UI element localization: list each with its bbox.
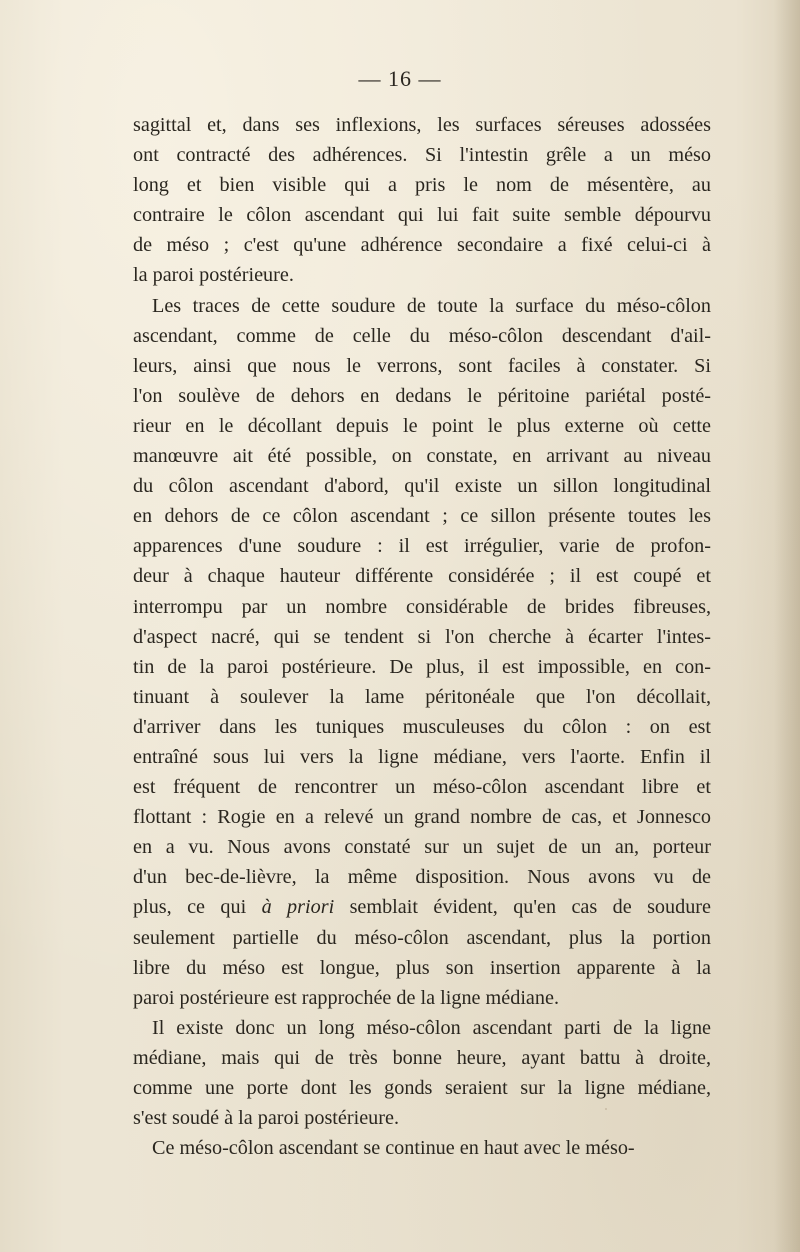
text-line: du côlon ascendant d'abord, qu'il existe un sillon longitudinal: [133, 475, 711, 498]
page-number: — 16 —: [358, 66, 442, 91]
text-line: rieur en le décollant depuis le point le plus externe où cette: [133, 414, 711, 437]
text-line: en dehors de ce côlon ascendant ; ce sillon présente toutes les: [133, 505, 711, 528]
text-line: est fréquent de rencontrer un méso-côlon ascendant libre et: [133, 776, 711, 799]
text-line: Ce méso-côlon ascendant se continue en haut avec le méso-: [152, 1137, 635, 1160]
text-line: tin de la paroi postérieure. De plus, il est impossible, en con-: [133, 655, 711, 678]
text-line: manœuvre ait été possible, on constate, en arrivant au niveau: [133, 445, 711, 468]
text-line: leurs, ainsi que nous le verrons, sont faciles à constater. Si: [133, 354, 711, 377]
text-line: apparences d'une soudure : il est irrégulier, varie de profon-: [133, 535, 711, 558]
text-line: long et bien visible qui a pris le nom de mésentère, au: [133, 174, 711, 197]
text-line: plus, ce qui à priori semblait évident, qu'en cas de soudure: [133, 896, 711, 919]
text-line: libre du méso est longue, plus son insertion apparente à la: [133, 956, 711, 979]
text-line: en a vu. Nous avons constaté sur un sujet de un an, porteur: [133, 836, 711, 859]
text-line: d'un bec-de-lièvre, la même disposition. Nous avons vu de: [133, 866, 711, 889]
text-line: l'on soulève de dehors en dedans le péritoine pariétal posté-: [133, 384, 711, 407]
text-line: comme une porte dont les gonds seraient sur la ligne médiane,: [133, 1077, 711, 1099]
text-line: ascendant, comme de celle du méso-côlon descendant d'ail-: [133, 324, 711, 347]
text-line: la paroi postérieure.: [133, 264, 294, 287]
text-line: s'est soudé à la paroi postérieure.: [133, 1107, 399, 1130]
text-line: de méso ; c'est qu'une adhérence secondaire a fixé celui-ci à: [133, 234, 711, 257]
page-edge-shadow: [774, 0, 800, 1252]
text-line: paroi postérieure est rapprochée de la ligne médiane.: [133, 986, 559, 1009]
text-line: entraîné sous lui vers la ligne médiane, vers l'aorte. Enfin il: [133, 745, 711, 768]
text-line: sagittal et, dans ses inflexions, les surfaces séreuses adossées: [133, 114, 711, 136]
text-line: médiane, mais qui de très bonne heure, ayant battu à droite,: [133, 1046, 711, 1069]
text-line: seulement partielle du méso-côlon ascendant, plus la portion: [133, 926, 711, 949]
text-line: d'arriver dans les tuniques musculeuses du côlon : on est: [133, 715, 711, 738]
text-line: tinuant à soulever la lame péritonéale que l'on décollait,: [133, 685, 711, 708]
text-line: Il existe donc un long méso-côlon ascendant parti de la ligne: [152, 1016, 711, 1039]
body-text: [133, 110, 711, 1163]
text-line: Les traces de cette soudure de toute la surface du méso-côlon: [152, 294, 711, 317]
text-line: deur à chaque hauteur différente considérée ; il est coupé et: [133, 565, 711, 588]
italic-phrase: à priori: [261, 896, 335, 919]
text-line: d'aspect nacré, qui se tendent si l'on cherche à écarter l'intes-: [133, 625, 711, 648]
text-line: interrompu par un nombre considérable de brides fibreuses,: [133, 595, 711, 618]
text-line: ont contracté des adhérences. Si l'intestin grêle a un méso: [133, 144, 711, 167]
text-line: flottant : Rogie en a relevé un grand nombre de cas, et Jonnesco: [133, 806, 711, 829]
text-line: contraire le côlon ascendant qui lui fait suite semble dépourvu: [133, 204, 711, 227]
